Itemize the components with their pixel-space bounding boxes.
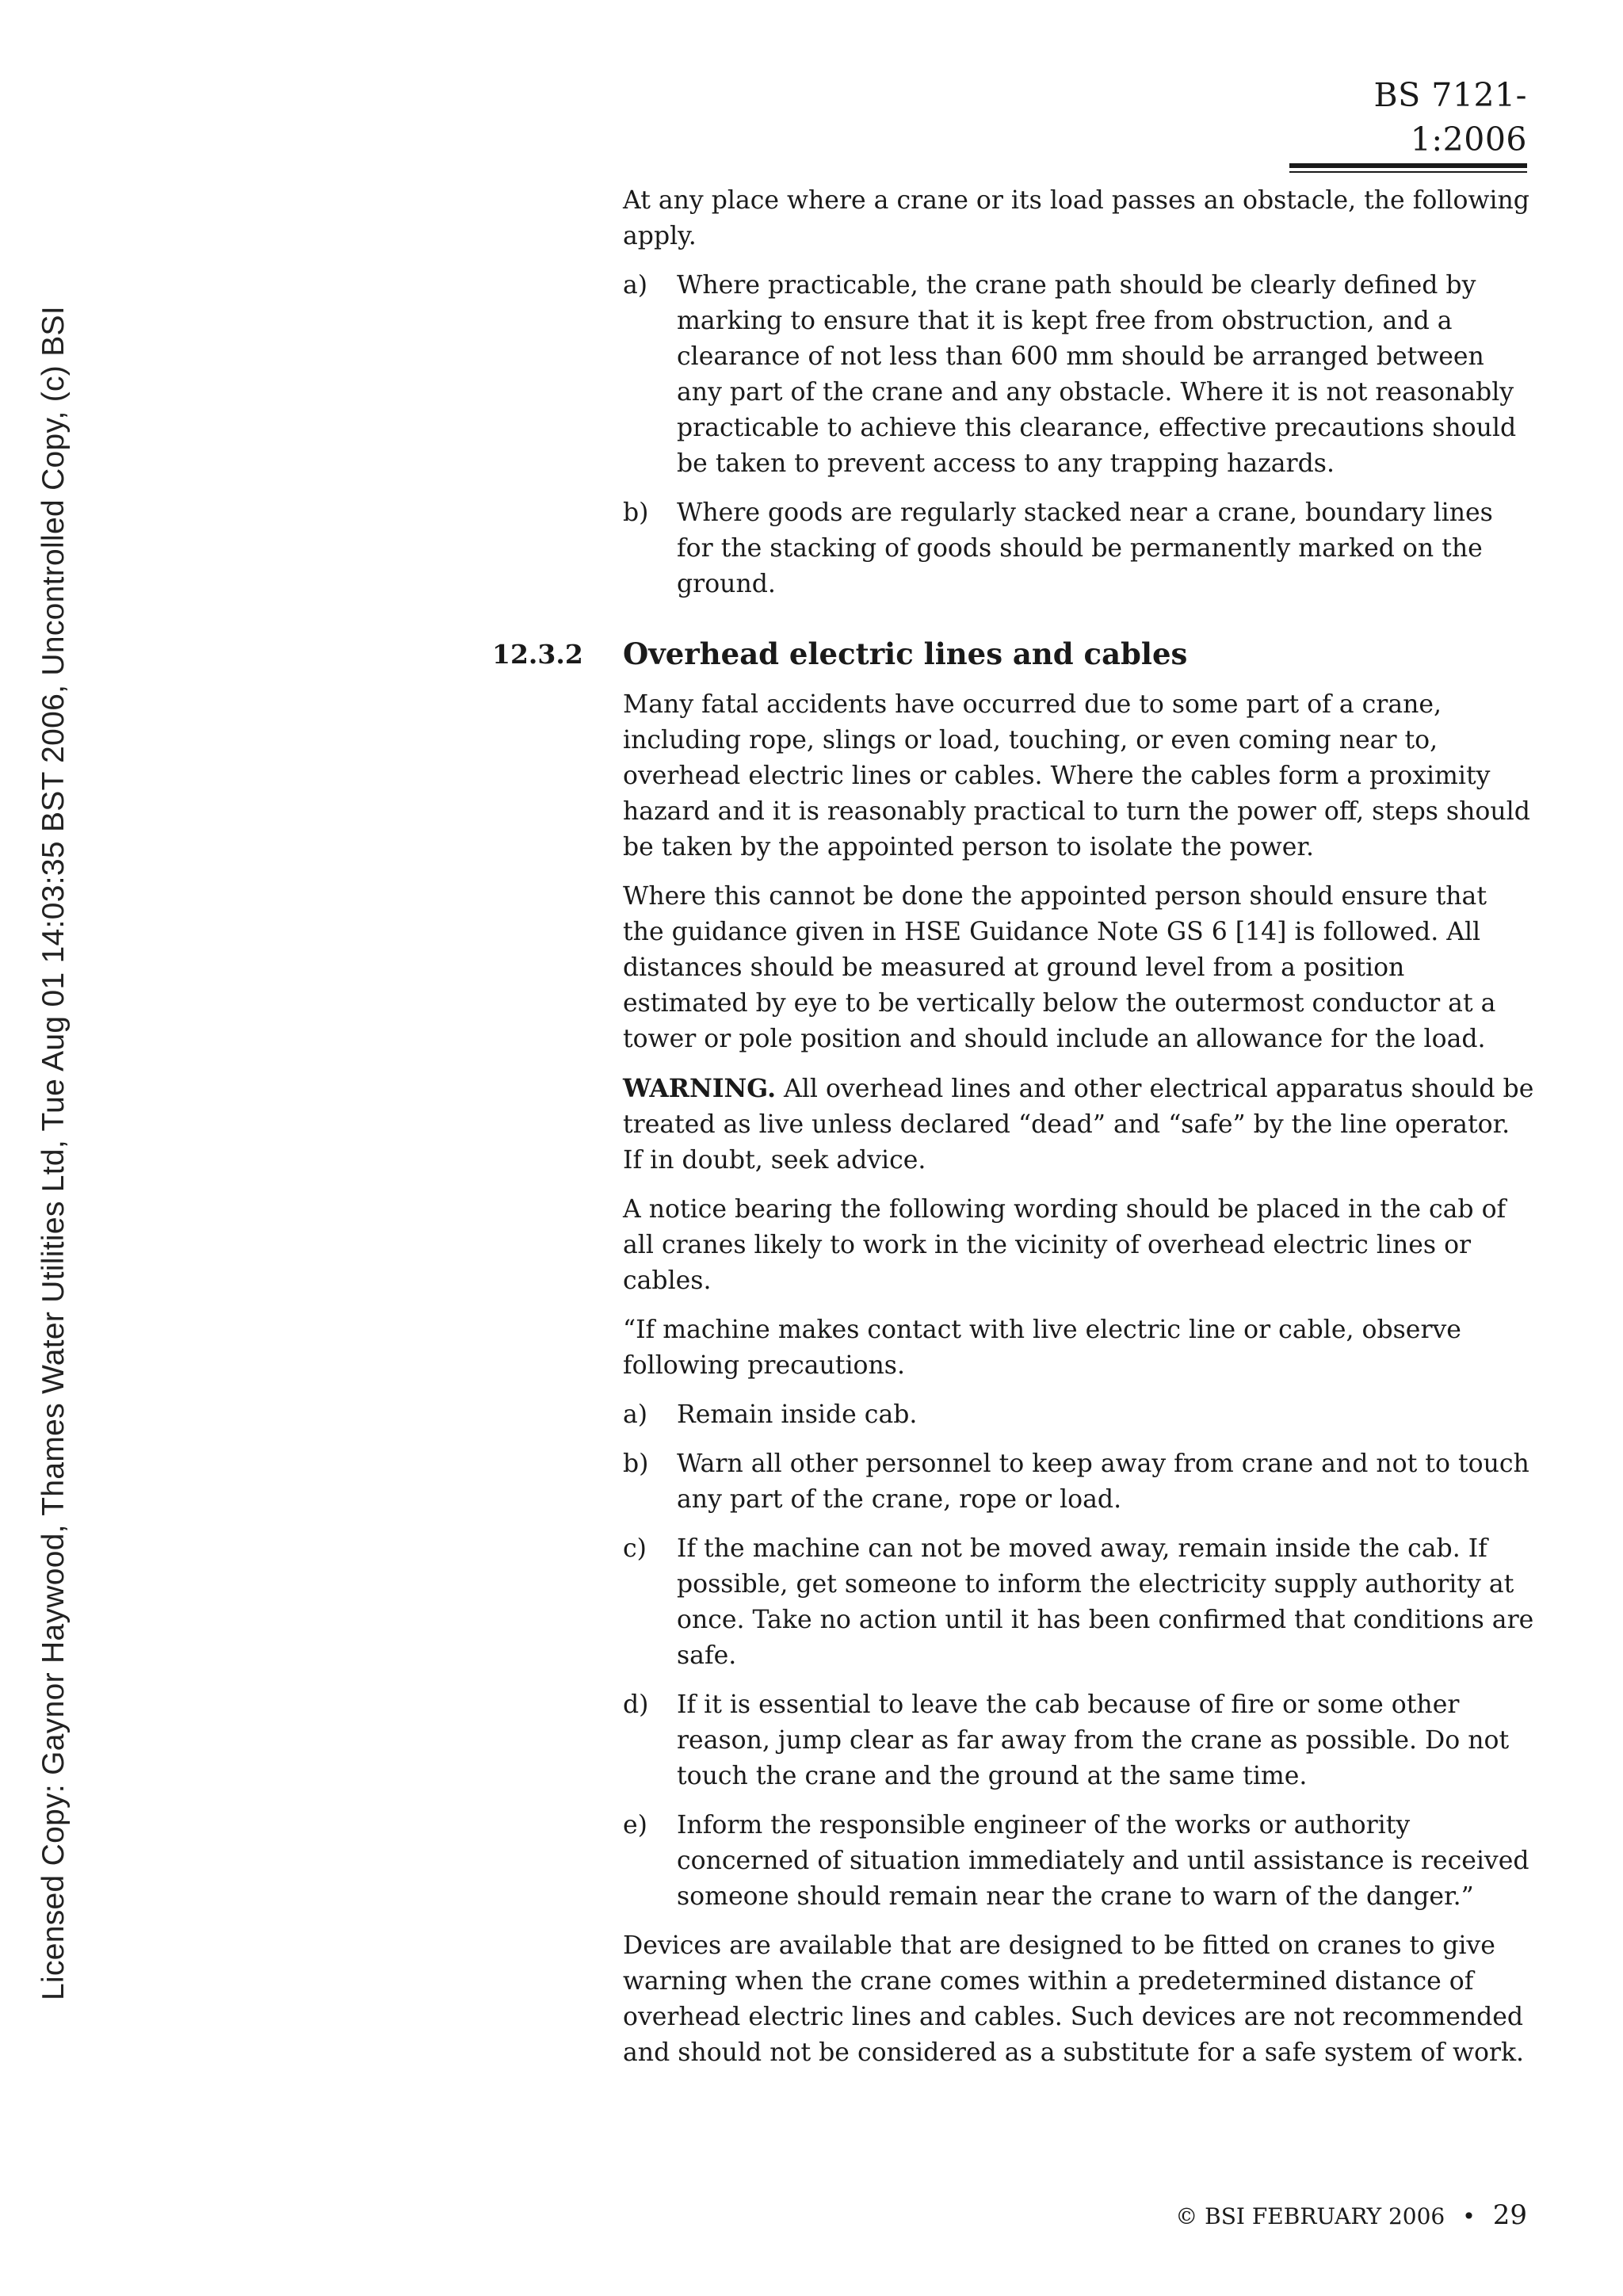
obstacle-list: [623, 268, 1534, 602]
section-number: 12.3.2: [492, 639, 583, 670]
header-rule-thick: [1289, 163, 1527, 168]
intro-paragraph: At any place where a crane or its load passes an obstacle, the following apply.: [623, 186, 1529, 250]
notice-intro: A notice bearing the following wording should be placed in the cab of all cranes likely to work in the vicinity of overhead electric lines or cables.: [623, 1195, 1507, 1295]
list-marker: b): [623, 499, 649, 527]
list-item: [623, 1687, 1534, 1794]
list-item: [623, 495, 1534, 602]
closing-paragraph: Devices are available that are designed to be fitted on cranes to give warning when the crane comes within a predetermined distance of overhead electric lines and cables. Such devices are not recommended and should not be considered as a substitute for a safe system of work.: [623, 1931, 1525, 2067]
page-body: [492, 183, 1534, 2084]
section-paragraph: Where this cannot be done the appointed person should ensure that the guidance given in HSE Guidance Note GS 6 [14] is followed. All distances should be measured at ground level from a position estimated by eye to be vertically below the outermost conductor at a tower or pole position and should include an allowance for the load.: [623, 882, 1496, 1053]
list-item-text: Where practicable, the crane path should be clearly defined by marking to ensure that it is kept free from obstruction, and a clearance of not less than 600 mm should be arranged between any part of the crane and any obstacle. Where it is not reasonably practicable to achieve this clearance, effective precautions should be taken to prevent access to any trapping hazards.: [677, 271, 1517, 478]
bullet-separator: •: [1462, 2203, 1476, 2229]
list-item: [623, 1397, 1534, 1433]
list-item: [623, 1446, 1534, 1518]
list-item: [623, 1531, 1534, 1674]
header-rule-thin: [1289, 171, 1527, 173]
section-title: Overhead electric lines and cables: [623, 636, 1188, 671]
page-footer: [1175, 2199, 1527, 2233]
list-item-text: Where goods are regularly stacked near a crane, boundary lines for the stacking of goods should be permanently marked on the ground.: [677, 499, 1493, 598]
list-marker: d): [623, 1690, 649, 1719]
list-marker: e): [623, 1811, 647, 1839]
list-item-text: Warn all other personnel to keep away from crane and not to touch any part of the crane, rope or load.: [677, 1450, 1529, 1514]
notice-quote: “If machine makes contact with live electric line or cable, observe following precautions.: [623, 1316, 1461, 1380]
warning-paragraph: [623, 1071, 1534, 1179]
document-header: [1289, 73, 1527, 173]
list-item: [623, 268, 1534, 482]
section-heading: [492, 634, 1534, 674]
page-number: 29: [1492, 2199, 1527, 2231]
license-watermark: Licensed Copy: Gaynor Haywood, Thames Water Utilities Ltd, Tue Aug 01 14:03:35 BST 2006, Uncontrolled Copy, (c) BSI: [36, 306, 71, 2000]
warning-text: All overhead lines and other electrical apparatus should be treated as live unless declared “dead” and “safe” by the line operator. If in doubt, seek advice.: [623, 1075, 1534, 1175]
list-marker: a): [623, 271, 648, 300]
warning-label: WARNING.: [623, 1074, 777, 1103]
list-item: [623, 1808, 1534, 1915]
precautions-list: [623, 1397, 1534, 1915]
list-item-text: Inform the responsible engineer of the works or authority concerned of situation immediately and until assistance is received someone should remain near the crane to warn of the danger.”: [677, 1811, 1529, 1911]
section-paragraph: Many fatal accidents have occurred due to some part of a crane, including rope, slings or load, touching, or even coming near to, overhead electric lines or cables. Where the cables form a proximity hazard and it is reasonably practical to turn the power off, steps should be taken by the appointed person to isolate the power.: [623, 690, 1530, 861]
list-item-text: If the machine can not be moved away, remain inside the cab. If possible, get someone to inform the electricity supply authority at once. Take no action until it has been confirmed that conditions are safe.: [677, 1534, 1534, 1670]
list-item-text: If it is essential to leave the cab because of fire or some other reason, jump clear as far away from the crane as possible. Do not touch the crane and the ground at the same time.: [677, 1690, 1510, 1790]
list-marker: a): [623, 1400, 648, 1429]
list-marker: c): [623, 1534, 647, 1563]
document-code: BS 7121-1:2006: [1373, 76, 1527, 159]
list-item-text: Remain inside cab.: [677, 1400, 918, 1429]
list-marker: b): [623, 1450, 649, 1478]
copyright-text: © BSI FEBRUARY 2006: [1175, 2203, 1445, 2229]
